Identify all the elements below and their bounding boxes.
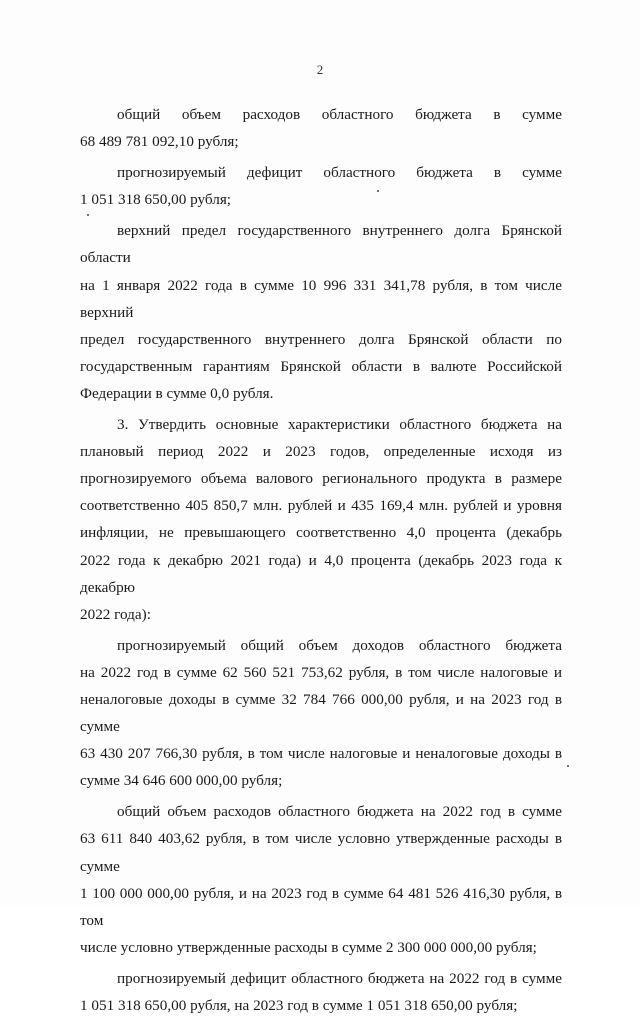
scan-speck bbox=[567, 765, 569, 767]
paragraph-line: 2022 года): bbox=[80, 605, 151, 623]
paragraph-line: 1 051 318 650,00 рубля; bbox=[80, 191, 232, 209]
paragraph-line: 68 489 781 092,10 рубля; bbox=[80, 133, 239, 151]
paragraph-line: числе условно утвержденные расходы в сумме 2 300 000 000,00 рубля; bbox=[80, 938, 537, 956]
paragraph-line: сумме 34 646 600 000,00 рубля; bbox=[80, 772, 283, 790]
paragraph-line: прогнозируемого объема валового регионального продукта в размере bbox=[80, 470, 562, 488]
paragraph-line: 1 051 318 650,00 рубля, на 2023 год в сумме 1 051 318 650,00 рубля; bbox=[80, 997, 518, 1014]
document-body bbox=[80, 101, 562, 1019]
paragraph-line: инфляции, не превышающего соответственно 4,0 процента (декабрь bbox=[80, 524, 562, 542]
paragraph-line: прогнозируемый дефицит областного бюджета в сумме bbox=[117, 164, 562, 182]
page-number: 2 bbox=[316, 62, 324, 77]
paragraph-line: на 2022 год в сумме 62 560 521 753,62 рубля, в том числе налоговые и bbox=[80, 663, 562, 681]
paragraph-line: 2022 года к декабрю 2021 года) и 4,0 процента (декабрь 2023 года к декабрю bbox=[80, 551, 562, 596]
scan-speck bbox=[377, 190, 379, 192]
paragraph-line: Федерации в сумме 0,0 рубля. bbox=[80, 384, 274, 402]
paragraph-line: соответственно 405 850,7 млн. рублей и 435 169,4 млн. рублей и уровня bbox=[80, 497, 562, 515]
paragraph-line: прогнозируемый дефицит областного бюджета на 2022 год в сумме bbox=[117, 969, 562, 987]
paragraph-line: 63 611 840 403,62 рубля, в том числе условно утвержденные расходы в сумме bbox=[80, 830, 562, 875]
scan-speck bbox=[87, 214, 89, 216]
paragraph-line: предел государственного внутреннего долга Брянской области по bbox=[80, 330, 562, 348]
paragraph-line: неналоговые доходы в сумме 32 784 766 000,00 рубля, и на 2023 год в сумме bbox=[80, 690, 562, 736]
paragraph-line: государственным гарантиям Брянской области в валюте Российской bbox=[80, 357, 562, 375]
paragraph-line: на 1 января 2022 года в сумме 10 996 331 341,78 рубля, в том числе верхний bbox=[80, 276, 562, 321]
paragraph-line: прогнозируемый общий объем доходов областного бюджета bbox=[117, 636, 562, 654]
paragraph-line: общий объем расходов областного бюджета на 2022 год в сумме bbox=[117, 803, 562, 821]
paragraph-line: 63 430 207 766,30 рубля, в том числе налоговые и неналоговые доходы в bbox=[80, 745, 562, 763]
paragraph-line: 1 100 000 000,00 рубля, и на 2023 год в сумме 64 481 526 416,30 рубля, в том bbox=[80, 884, 562, 929]
paragraph-line: верхний предел государственного внутреннего долга Брянской области bbox=[80, 222, 562, 267]
paragraph-line: плановый период 2022 и 2023 годов, определенные исходя из bbox=[80, 443, 562, 461]
paragraph-line: 3. Утвердить основные характеристики областного бюджета на bbox=[117, 416, 562, 434]
paragraph-line: общий объем расходов областного бюджета в сумме bbox=[117, 106, 562, 123]
